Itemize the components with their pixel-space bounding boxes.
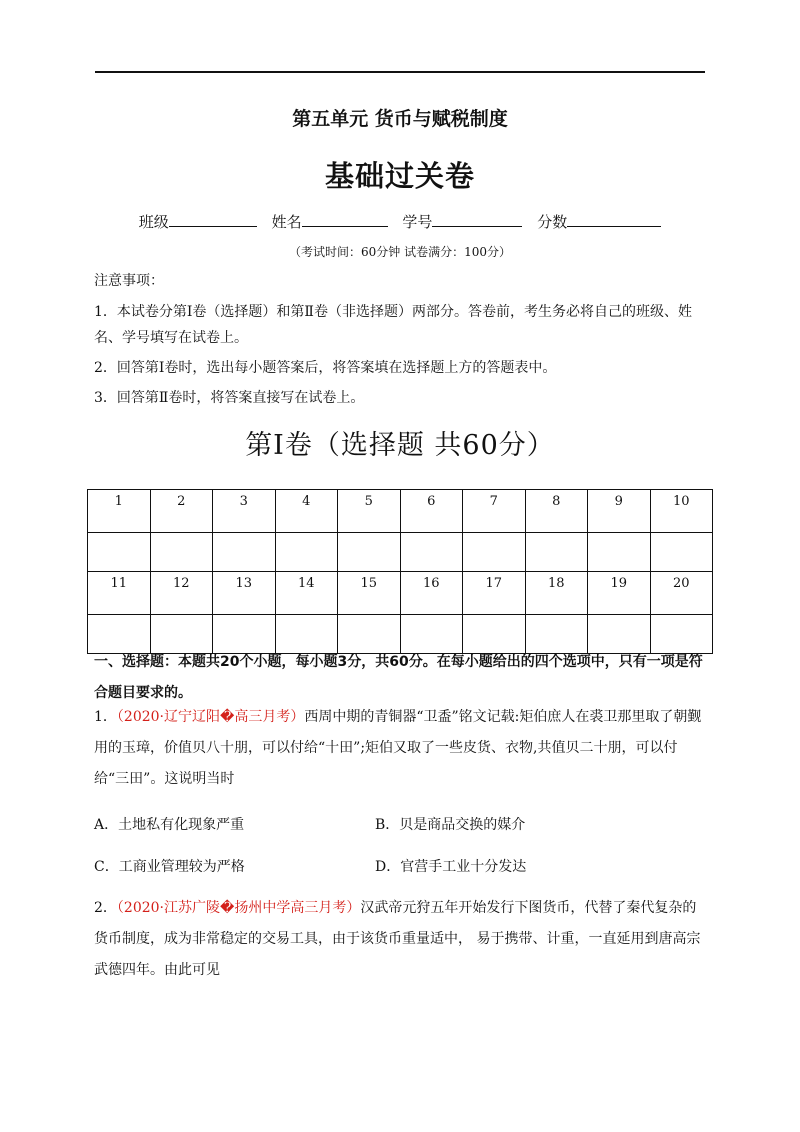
q1-option-c[interactable]: C．工商业管理较为严格 bbox=[94, 859, 245, 875]
class-field bbox=[139, 213, 257, 231]
answer-number: 4 bbox=[275, 490, 338, 533]
answer-number: 6 bbox=[400, 490, 463, 533]
class-label: 班级 bbox=[138, 213, 169, 231]
answer-number: 14 bbox=[275, 572, 338, 615]
score-blank[interactable] bbox=[567, 212, 661, 227]
q1-option-b[interactable]: B．贝是商品交换的媒介 bbox=[375, 817, 526, 833]
answer-cell[interactable] bbox=[275, 533, 338, 572]
answer-cell[interactable] bbox=[400, 533, 463, 572]
answer-number: 16 bbox=[400, 572, 463, 615]
answer-number: 15 bbox=[338, 572, 401, 615]
answer-number: 3 bbox=[213, 490, 276, 533]
page-title: 基础过关卷 bbox=[324, 159, 475, 193]
section-heading: 第Ⅰ卷（选择题 共60分） bbox=[245, 430, 555, 461]
note-item-2: 2．回答第Ⅰ卷时，选出每小题答案后，将答案填在选择题上方的答题表中。 bbox=[94, 360, 557, 376]
answer-number: 1 bbox=[88, 490, 151, 533]
name-label: 姓名 bbox=[271, 213, 302, 231]
answer-number: 10 bbox=[650, 490, 713, 533]
answer-cell[interactable] bbox=[150, 533, 213, 572]
answer-number: 8 bbox=[525, 490, 588, 533]
score-label: 分数 bbox=[537, 213, 568, 231]
answer-number: 18 bbox=[525, 572, 588, 615]
unit-title: 第五单元 货币与赋税制度 bbox=[292, 108, 508, 130]
question-stem: 汉武帝元狩五年开始发行下图货币，代替了秦代复杂的货币制度，成为非常稳定的交易工具，由于该货币重量适中， 易于携带、计重，一直延用到唐高宗武德四年。由此可见 bbox=[94, 900, 701, 978]
answer-grid bbox=[87, 489, 713, 654]
answer-cell[interactable] bbox=[88, 533, 151, 572]
answer-number: 12 bbox=[150, 572, 213, 615]
answer-cell[interactable] bbox=[650, 533, 713, 572]
question-source: （2020·辽宁辽阳�高三月考） bbox=[116, 709, 305, 725]
note-item-3: 3．回答第Ⅱ卷时，将答案直接写在试卷上。 bbox=[94, 390, 365, 406]
answer-cell[interactable] bbox=[463, 533, 526, 572]
answer-grid-number-row bbox=[88, 490, 713, 533]
class-blank[interactable] bbox=[169, 212, 257, 227]
notes-heading: 注意事项： bbox=[94, 273, 164, 289]
answer-number: 7 bbox=[463, 490, 526, 533]
id-label: 学号 bbox=[402, 213, 433, 231]
exam-meta: （考试时间：60分钟 试卷满分：100分） bbox=[289, 245, 511, 259]
answer-number: 2 bbox=[150, 490, 213, 533]
q1-option-d[interactable]: D．官营手工业十分发达 bbox=[375, 859, 527, 875]
answer-number: 5 bbox=[338, 490, 401, 533]
note-item-1: 1．本试卷分第Ⅰ卷（选择题）和第Ⅱ卷（非选择题）两部分。答卷前，考生务必将自己的班级、姓名、学号填写在试卷上。 bbox=[94, 304, 692, 346]
answer-cell[interactable] bbox=[588, 533, 651, 572]
name-field bbox=[272, 213, 388, 231]
answer-number: 19 bbox=[588, 572, 651, 615]
answer-number: 17 bbox=[463, 572, 526, 615]
question-stem: 西周中期的青铜器“卫盉”铭文记载:矩伯庶人在裘卫那里取了朝觐用的玉璋，价值贝八十朋，可以付给“十田”;矩伯又取了一些皮货、衣物,共值贝二十朋，可以付给“三田”。这说明当时 bbox=[94, 709, 702, 787]
question-source: （2020·江苏广陵�扬州中学高三月考） bbox=[116, 900, 361, 916]
id-blank[interactable] bbox=[432, 212, 522, 227]
question-number: 2． bbox=[94, 900, 117, 916]
answer-number: 11 bbox=[88, 572, 151, 615]
answer-grid-number-row bbox=[88, 572, 713, 615]
question-2 bbox=[94, 893, 708, 986]
q1-option-a[interactable]: A．土地私有化现象严重 bbox=[94, 817, 245, 833]
question-instructions: 一、选择题：本题共20个小题，每小题3分，共60分。在每小题给出的四个选项中，只有一项是符合题目要求的。 bbox=[94, 654, 703, 701]
top-rule bbox=[95, 71, 705, 73]
answer-grid-blank-row bbox=[88, 533, 713, 572]
answer-number: 9 bbox=[588, 490, 651, 533]
student-info-row bbox=[0, 211, 800, 232]
id-field bbox=[402, 213, 522, 231]
answer-number: 13 bbox=[213, 572, 276, 615]
answer-number: 20 bbox=[650, 572, 713, 615]
question-number: 1． bbox=[94, 709, 117, 725]
answer-cell[interactable] bbox=[213, 533, 276, 572]
score-field bbox=[537, 213, 661, 231]
answer-cell[interactable] bbox=[525, 533, 588, 572]
question-1 bbox=[94, 702, 708, 795]
answer-cell[interactable] bbox=[338, 533, 401, 572]
name-blank[interactable] bbox=[302, 212, 388, 227]
